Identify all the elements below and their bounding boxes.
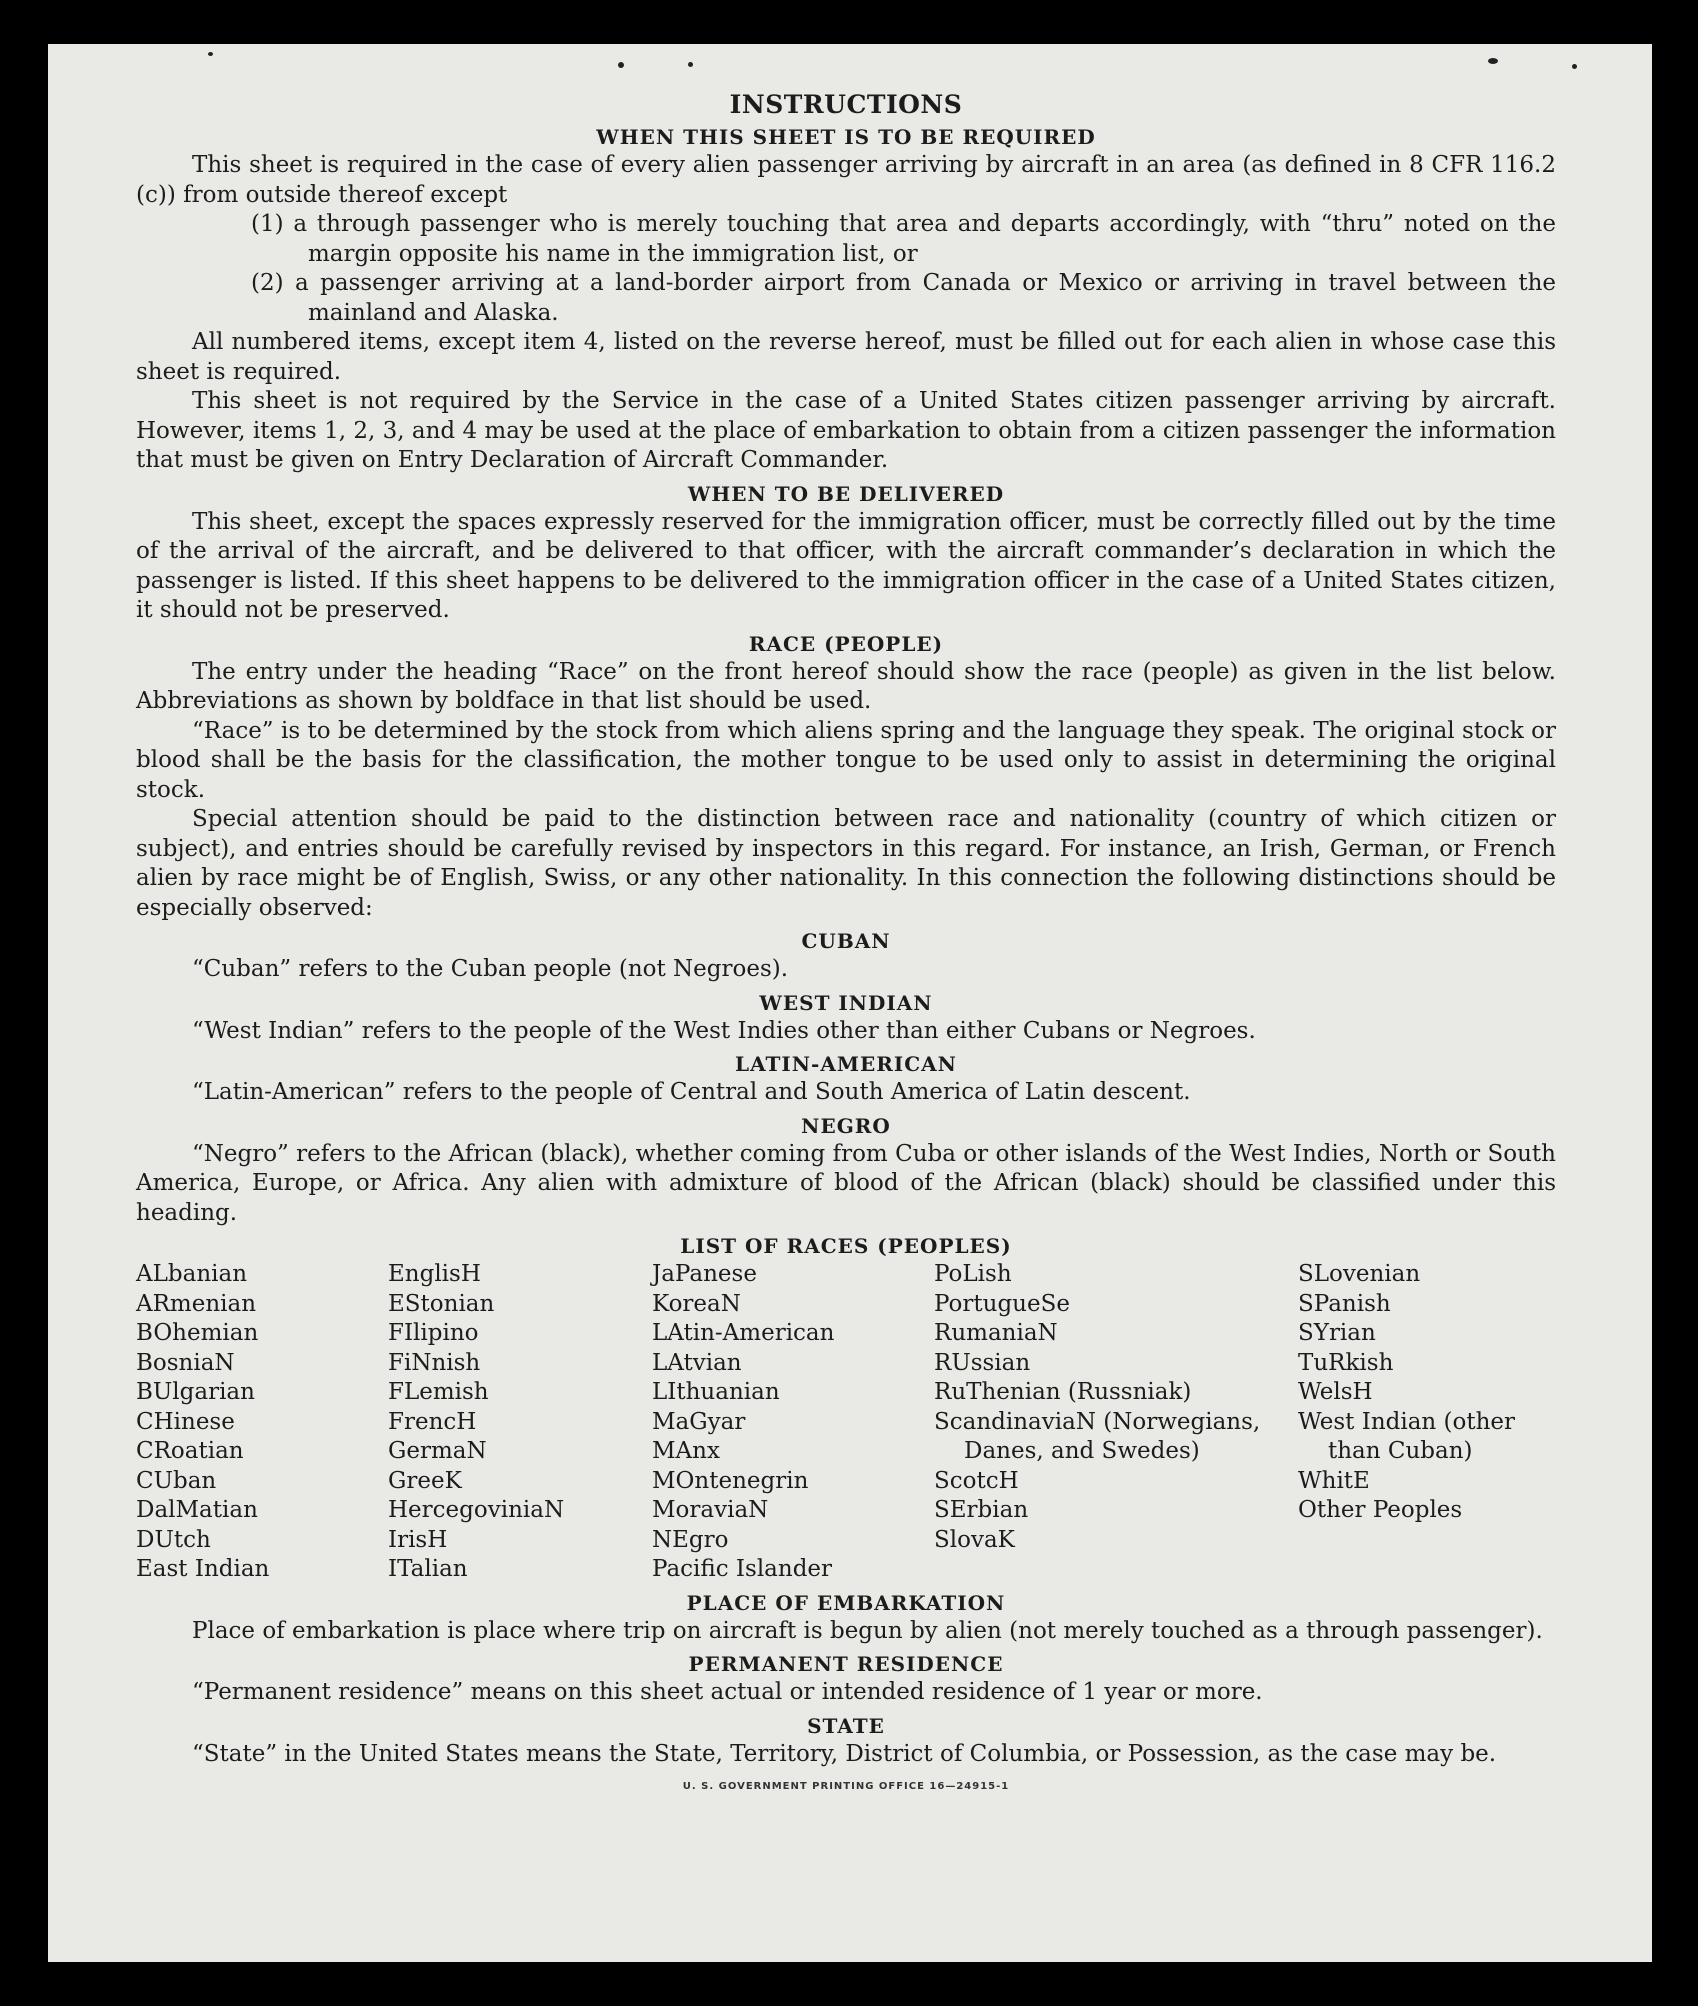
heading-when-delivered: WHEN TO BE DELIVERED: [687, 481, 1005, 506]
race-list-item: ScandinaviaN (Norwegians, Danes, and Swedes): [934, 1408, 1261, 1464]
race-list-item: FIlipino: [388, 1320, 479, 1346]
race-list-item: PortugueSe: [934, 1290, 1070, 1317]
race-column-3: [652, 1260, 934, 1585]
race-list-item: DalMatian: [136, 1497, 258, 1523]
race-list-item: GreeK: [388, 1467, 462, 1494]
race-list-item: MOntenegrin: [652, 1467, 809, 1494]
paragraph-cuban: “Cuban” refers to the Cuban people (not Negroes).: [192, 956, 789, 982]
race-list-item: CUban: [136, 1467, 217, 1494]
race-list-item: RuThenian (Russniak): [934, 1379, 1192, 1405]
list-item-exception-2: (2) a passenger arriving at a land-border airport from Canada or Mexico or arriving in travel between the mainland and Alaska.: [251, 270, 1556, 326]
race-list-item: SlovaK: [934, 1526, 1015, 1553]
paragraph-negro: “Negro” refers to the African (black), whether coming from Cuba or other islands of the West Indies, North or South America, Europe, or Africa. Any alien with admixture of blood of the African (black) should be classified under this heading.: [136, 1140, 1556, 1226]
heading-list-of-races: LIST OF RACES (PEOPLES): [680, 1234, 1012, 1258]
paragraph-race-stock: “Race” is to be determined by the stock from which aliens spring and the language they speak. The original stock or blood shall be the basis for the classification, the mother tongue to be used only to assist in determining the original stock.: [136, 717, 1556, 803]
race-list-item: CHinese: [136, 1408, 235, 1435]
paragraph-required-intro: This sheet is required in the case of every alien passenger arriving by aircraft in an area (as defined in 8 CFR 116.2 (c)) from outside thereof except: [136, 152, 1556, 208]
race-list-item: HercegoviniaN: [388, 1497, 565, 1523]
race-list-item: WelsH: [1298, 1379, 1373, 1405]
race-list-item: BUlgarian: [136, 1379, 255, 1405]
paragraph-delivery: This sheet, except the spaces expressly reserved for the immigration officer, must be correctly filled out by the time of the arrival of the aircraft, and be delivered to that officer, with the aircraft commander’s declaration in which the passenger is listed. If this sheet happens to be delivered to the immigration officer in the case of a United States citizen, it should not be preserved.: [136, 508, 1556, 623]
paragraph-race-entry: The entry under the heading “Race” on the front hereof should show the race (people) as given in the list below. Abbreviations as shown by boldface in that list should be used.: [136, 658, 1556, 714]
race-list-item: ALbanian: [136, 1261, 248, 1287]
paragraph-citizen: This sheet is not required by the Service in the case of a United States citizen passenger arriving by aircraft. However, items 1, 2, 3, and 4 may be used at the place of embarkation to obtain from a citizen passenger the information that must be given on Entry Declaration of Aircraft Commander.: [136, 388, 1556, 473]
race-list-item: ScotcH: [934, 1467, 1019, 1494]
race-list-item: ITalian: [388, 1556, 468, 1582]
race-list-item: MaGyar: [652, 1408, 746, 1435]
heading-state: STATE: [807, 1713, 885, 1738]
race-list: [136, 1260, 1556, 1585]
race-column-2: [388, 1260, 652, 1585]
race-list-item: KoreaN: [652, 1290, 741, 1317]
race-list-item: Other Peoples: [1298, 1497, 1463, 1523]
paragraph-state: “State” in the United States means the State, Territory, District of Columbia, or Possession, as the case may be.: [192, 1740, 1497, 1767]
paragraph-permanent-residence: “Permanent residence” means on this sheet actual or intended residence of 1 year or more.: [192, 1679, 1263, 1705]
race-list-item: FLemish: [388, 1379, 489, 1405]
race-list-item: RumaniaN: [934, 1320, 1058, 1346]
paragraph-west-indian: “West Indian” refers to the people of the West Indies other than either Cubans or Negroes.: [192, 1017, 1256, 1044]
list-item-exception-1: (1) a through passenger who is merely touching that area and departs accordingly, with “thru” noted on the margin opposite his name in the immigration list, or: [251, 211, 1556, 267]
race-list-item: MAnx: [652, 1438, 720, 1464]
race-list-item: PoLish: [934, 1261, 1012, 1287]
heading-embarkation: PLACE OF EMBARKATION: [686, 1590, 1006, 1615]
printer-imprint: U. S. GOVERNMENT PRINTING OFFICE 16—24915-1: [682, 1781, 1010, 1792]
race-list-item: SYrian: [1298, 1320, 1376, 1346]
race-list-item: LAtin-American: [652, 1320, 835, 1346]
paragraph-race-nationality: Special attention should be paid to the distinction between race and nationality (country of which citizen or subject), and entries should be carefully revised by inspectors in this regard. For instance, an Irish, German, or French alien by race might be of English, Swiss, or any other nationality. In this connection the following distinctions should be especially observed:: [136, 806, 1556, 921]
race-list-item: East Indian: [136, 1556, 270, 1582]
document-sheet: [48, 44, 1652, 1962]
heading-latin-american: LATIN-AMERICAN: [735, 1052, 957, 1076]
page-title: INSTRUCTIONS: [729, 90, 963, 119]
race-list-item: JaPanese: [652, 1261, 757, 1287]
race-column-5: [1298, 1260, 1556, 1585]
paragraph-embarkation: Place of embarkation is place where trip on aircraft is begun by alien (not merely touched as a through passenger).: [192, 1617, 1543, 1644]
race-list-item: FiNnish: [388, 1349, 481, 1376]
heading-permanent-residence: PERMANENT RESIDENCE: [688, 1652, 1004, 1676]
race-list-item: Pacific Islander: [652, 1556, 833, 1582]
race-column-4: [934, 1260, 1298, 1585]
race-list-item: DUtch: [136, 1526, 211, 1553]
race-list-item: EStonian: [388, 1290, 495, 1317]
race-list-item: SPanish: [1298, 1290, 1391, 1317]
race-list-item: GermaN: [388, 1438, 487, 1464]
paragraph-numbered-items: All numbered items, except item 4, listed on the reverse hereof, must be filled out for each alien in whose case this sheet is required.: [136, 329, 1556, 385]
heading-race: RACE (PEOPLE): [748, 631, 944, 656]
race-list-item: TuRkish: [1298, 1349, 1394, 1376]
race-list-item: West Indian (other than Cuban): [1298, 1408, 1516, 1464]
race-list-item: MoraviaN: [652, 1497, 769, 1523]
race-list-item: SErbian: [934, 1497, 1029, 1523]
race-list-item: NEgro: [652, 1526, 729, 1553]
heading-negro: NEGRO: [801, 1113, 891, 1138]
race-list-item: LAtvian: [652, 1349, 742, 1376]
race-list-item: ARmenian: [136, 1290, 257, 1317]
race-list-item: FrencH: [388, 1408, 477, 1435]
race-list-item: CRoatian: [136, 1438, 244, 1464]
race-list-item: EnglisH: [388, 1261, 481, 1287]
race-list-item: SLovenian: [1298, 1261, 1421, 1287]
race-list-item: BOhemian: [136, 1320, 259, 1346]
race-list-item: BosniaN: [136, 1349, 235, 1376]
race-column-1: [136, 1260, 388, 1585]
race-list-item: LIthuanian: [652, 1379, 780, 1405]
race-list-item: RUssian: [934, 1349, 1031, 1376]
heading-west-indian: WEST INDIAN: [759, 990, 933, 1015]
heading-when-required: WHEN THIS SHEET IS TO BE REQUIRED: [596, 125, 1096, 149]
race-list-item: WhitE: [1298, 1467, 1370, 1494]
paragraph-latin-american: “Latin-American” refers to the people of Central and South America of Latin descent.: [192, 1079, 1191, 1105]
heading-cuban: CUBAN: [801, 929, 891, 953]
race-list-item: IrisH: [388, 1526, 448, 1553]
